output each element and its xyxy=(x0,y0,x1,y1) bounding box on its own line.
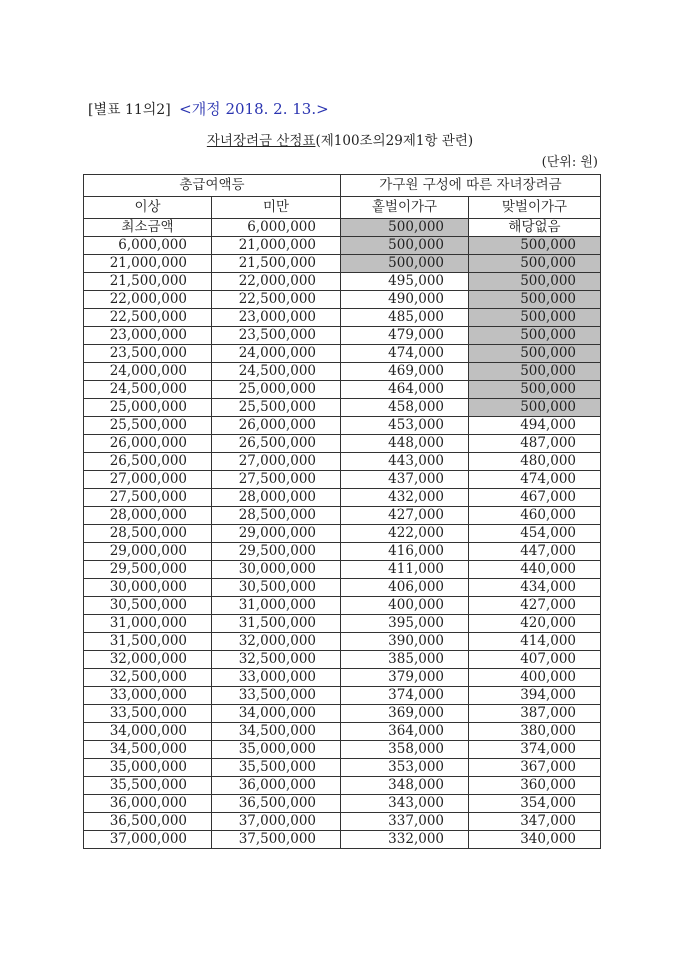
table-row xyxy=(84,273,601,291)
cell-single-income: 500,000 xyxy=(341,237,469,255)
cell-to: 24,000,000 xyxy=(212,345,341,363)
cell-dual-income: 400,000 xyxy=(469,669,601,687)
cell-dual-income: 414,000 xyxy=(469,633,601,651)
cell-dual-income: 440,000 xyxy=(469,561,601,579)
cell-to: 26,000,000 xyxy=(212,417,341,435)
cell-from: 26,500,000 xyxy=(84,453,212,471)
table-row xyxy=(84,525,601,543)
cell-to: 23,500,000 xyxy=(212,327,341,345)
cell-single-income: 390,000 xyxy=(341,633,469,651)
cell-dual-income: 500,000 xyxy=(469,381,601,399)
cell-dual-income: 500,000 xyxy=(469,255,601,273)
cell-from: 35,500,000 xyxy=(84,777,212,795)
annex-label: [별표 11의2] xyxy=(88,102,171,118)
cell-single-income: 400,000 xyxy=(341,597,469,615)
cell-dual-income: 434,000 xyxy=(469,579,601,597)
table-row xyxy=(84,813,601,831)
title-reference: (제100조의29제1항 관련) xyxy=(315,133,474,149)
cell-to: 33,000,000 xyxy=(212,669,341,687)
cell-from: 23,500,000 xyxy=(84,345,212,363)
cell-from: 28,000,000 xyxy=(84,507,212,525)
cell-to: 28,000,000 xyxy=(212,489,341,507)
cell-from: 31,500,000 xyxy=(84,633,212,651)
header-total-pay: 총급여액등 xyxy=(84,175,341,197)
annex-heading xyxy=(88,98,329,119)
table-row xyxy=(84,579,601,597)
table-row xyxy=(84,363,601,381)
cell-dual-income: 460,000 xyxy=(469,507,601,525)
cell-single-income: 337,000 xyxy=(341,813,469,831)
cell-to: 27,000,000 xyxy=(212,453,341,471)
cell-dual-income: 407,000 xyxy=(469,651,601,669)
cell-single-income: 500,000 xyxy=(341,219,469,237)
cell-to: 36,000,000 xyxy=(212,777,341,795)
cell-from: 27,500,000 xyxy=(84,489,212,507)
cell-dual-income: 해당없음 xyxy=(469,219,601,237)
cell-to: 24,500,000 xyxy=(212,363,341,381)
table-row xyxy=(84,327,601,345)
header-from: 이상 xyxy=(84,197,212,219)
cell-dual-income: 474,000 xyxy=(469,471,601,489)
cell-from: 28,500,000 xyxy=(84,525,212,543)
table-row xyxy=(84,543,601,561)
cell-to: 33,500,000 xyxy=(212,687,341,705)
cell-to: 32,000,000 xyxy=(212,633,341,651)
cell-to: 31,000,000 xyxy=(212,597,341,615)
table-row xyxy=(84,381,601,399)
table-row xyxy=(84,777,601,795)
cell-dual-income: 347,000 xyxy=(469,813,601,831)
cell-to: 25,500,000 xyxy=(212,399,341,417)
cell-from: 29,500,000 xyxy=(84,561,212,579)
cell-to: 29,000,000 xyxy=(212,525,341,543)
table-row xyxy=(84,669,601,687)
amendment-date: <개정 2018. 2. 13.> xyxy=(179,100,329,118)
cell-dual-income: 500,000 xyxy=(469,345,601,363)
cell-single-income: 427,000 xyxy=(341,507,469,525)
cell-from: 25,500,000 xyxy=(84,417,212,435)
cell-from: 34,500,000 xyxy=(84,741,212,759)
cell-dual-income: 494,000 xyxy=(469,417,601,435)
table-row xyxy=(84,417,601,435)
cell-to: 6,000,000 xyxy=(212,219,341,237)
table-row xyxy=(84,687,601,705)
cell-dual-income: 500,000 xyxy=(469,291,601,309)
table-row xyxy=(84,723,601,741)
cell-single-income: 411,000 xyxy=(341,561,469,579)
document-title xyxy=(0,129,680,149)
cell-dual-income: 380,000 xyxy=(469,723,601,741)
cell-dual-income: 454,000 xyxy=(469,525,601,543)
cell-single-income: 374,000 xyxy=(341,687,469,705)
table-row xyxy=(84,435,601,453)
table-row xyxy=(84,795,601,813)
cell-dual-income: 500,000 xyxy=(469,273,601,291)
cell-to: 36,500,000 xyxy=(212,795,341,813)
cell-from: 25,000,000 xyxy=(84,399,212,417)
cell-from: 37,000,000 xyxy=(84,831,212,849)
cell-single-income: 379,000 xyxy=(341,669,469,687)
cell-from: 30,500,000 xyxy=(84,597,212,615)
cell-from: 32,500,000 xyxy=(84,669,212,687)
table-row xyxy=(84,507,601,525)
cell-from: 32,000,000 xyxy=(84,651,212,669)
cell-to: 37,500,000 xyxy=(212,831,341,849)
cell-dual-income: 500,000 xyxy=(469,363,601,381)
cell-to: 37,000,000 xyxy=(212,813,341,831)
table-row xyxy=(84,219,601,237)
cell-from: 36,000,000 xyxy=(84,795,212,813)
cell-to: 34,500,000 xyxy=(212,723,341,741)
cell-dual-income: 480,000 xyxy=(469,453,601,471)
header-single-income: 홑벌이가구 xyxy=(341,197,469,219)
cell-to: 22,500,000 xyxy=(212,291,341,309)
table-row xyxy=(84,255,601,273)
cell-from: 22,000,000 xyxy=(84,291,212,309)
cell-single-income: 448,000 xyxy=(341,435,469,453)
cell-from: 36,500,000 xyxy=(84,813,212,831)
table-row xyxy=(84,345,601,363)
table-row xyxy=(84,759,601,777)
cell-to: 21,500,000 xyxy=(212,255,341,273)
cell-single-income: 395,000 xyxy=(341,615,469,633)
cell-single-income: 474,000 xyxy=(341,345,469,363)
table-row xyxy=(84,633,601,651)
cell-from: 23,000,000 xyxy=(84,327,212,345)
cell-to: 23,000,000 xyxy=(212,309,341,327)
table-row xyxy=(84,237,601,255)
table-row xyxy=(84,705,601,723)
cell-single-income: 479,000 xyxy=(341,327,469,345)
cell-single-income: 485,000 xyxy=(341,309,469,327)
cell-single-income: 437,000 xyxy=(341,471,469,489)
cell-single-income: 406,000 xyxy=(341,579,469,597)
cell-from: 35,000,000 xyxy=(84,759,212,777)
cell-dual-income: 420,000 xyxy=(469,615,601,633)
cell-from: 31,000,000 xyxy=(84,615,212,633)
cell-to: 27,500,000 xyxy=(212,471,341,489)
cell-single-income: 469,000 xyxy=(341,363,469,381)
cell-to: 29,500,000 xyxy=(212,543,341,561)
header-dual-income: 맞벌이가구 xyxy=(469,197,601,219)
cell-dual-income: 500,000 xyxy=(469,327,601,345)
table-row xyxy=(84,831,601,849)
allowance-table xyxy=(83,174,601,849)
header-to: 미만 xyxy=(212,197,341,219)
group-header-row xyxy=(84,175,601,197)
cell-single-income: 490,000 xyxy=(341,291,469,309)
cell-single-income: 432,000 xyxy=(341,489,469,507)
cell-single-income: 385,000 xyxy=(341,651,469,669)
cell-dual-income: 367,000 xyxy=(469,759,601,777)
cell-dual-income: 500,000 xyxy=(469,399,601,417)
table-row xyxy=(84,597,601,615)
cell-dual-income: 487,000 xyxy=(469,435,601,453)
cell-single-income: 348,000 xyxy=(341,777,469,795)
cell-dual-income: 500,000 xyxy=(469,237,601,255)
cell-from: 21,000,000 xyxy=(84,255,212,273)
cell-single-income: 443,000 xyxy=(341,453,469,471)
table-row xyxy=(84,471,601,489)
cell-dual-income: 394,000 xyxy=(469,687,601,705)
title-main: 자녀장려금 산정표 xyxy=(206,133,316,149)
cell-single-income: 422,000 xyxy=(341,525,469,543)
cell-to: 32,500,000 xyxy=(212,651,341,669)
unit-label: (단위: 원) xyxy=(541,155,598,170)
cell-to: 35,500,000 xyxy=(212,759,341,777)
cell-from: 26,000,000 xyxy=(84,435,212,453)
cell-from: 33,000,000 xyxy=(84,687,212,705)
cell-from: 21,500,000 xyxy=(84,273,212,291)
cell-single-income: 364,000 xyxy=(341,723,469,741)
cell-dual-income: 354,000 xyxy=(469,795,601,813)
cell-dual-income: 360,000 xyxy=(469,777,601,795)
cell-single-income: 495,000 xyxy=(341,273,469,291)
cell-single-income: 458,000 xyxy=(341,399,469,417)
cell-to: 34,000,000 xyxy=(212,705,341,723)
cell-dual-income: 447,000 xyxy=(469,543,601,561)
cell-from: 24,000,000 xyxy=(84,363,212,381)
table-body xyxy=(84,219,601,849)
cell-from: 33,500,000 xyxy=(84,705,212,723)
cell-to: 30,500,000 xyxy=(212,579,341,597)
cell-single-income: 353,000 xyxy=(341,759,469,777)
table-row xyxy=(84,291,601,309)
cell-dual-income: 467,000 xyxy=(469,489,601,507)
cell-from: 30,000,000 xyxy=(84,579,212,597)
cell-to: 30,000,000 xyxy=(212,561,341,579)
cell-single-income: 343,000 xyxy=(341,795,469,813)
cell-dual-income: 427,000 xyxy=(469,597,601,615)
cell-from: 27,000,000 xyxy=(84,471,212,489)
cell-to: 28,500,000 xyxy=(212,507,341,525)
table-row xyxy=(84,399,601,417)
cell-from: 34,000,000 xyxy=(84,723,212,741)
table-row xyxy=(84,741,601,759)
cell-from: 22,500,000 xyxy=(84,309,212,327)
table-row xyxy=(84,309,601,327)
cell-to: 25,000,000 xyxy=(212,381,341,399)
cell-from: 24,500,000 xyxy=(84,381,212,399)
table-row xyxy=(84,453,601,471)
cell-single-income: 500,000 xyxy=(341,255,469,273)
cell-dual-income: 340,000 xyxy=(469,831,601,849)
column-header-row xyxy=(84,197,601,219)
cell-single-income: 464,000 xyxy=(341,381,469,399)
cell-single-income: 332,000 xyxy=(341,831,469,849)
table-row xyxy=(84,561,601,579)
cell-from: 6,000,000 xyxy=(84,237,212,255)
cell-dual-income: 500,000 xyxy=(469,309,601,327)
cell-dual-income: 374,000 xyxy=(469,741,601,759)
cell-to: 26,500,000 xyxy=(212,435,341,453)
cell-from: 최소금액 xyxy=(84,219,212,237)
header-allowance: 가구원 구성에 따른 자녀장려금 xyxy=(341,175,601,197)
cell-to: 31,500,000 xyxy=(212,615,341,633)
table-row xyxy=(84,615,601,633)
table-row xyxy=(84,489,601,507)
cell-from: 29,000,000 xyxy=(84,543,212,561)
cell-to: 21,000,000 xyxy=(212,237,341,255)
cell-single-income: 453,000 xyxy=(341,417,469,435)
cell-single-income: 369,000 xyxy=(341,705,469,723)
cell-dual-income: 387,000 xyxy=(469,705,601,723)
cell-to: 22,000,000 xyxy=(212,273,341,291)
table-row xyxy=(84,651,601,669)
cell-to: 35,000,000 xyxy=(212,741,341,759)
cell-single-income: 358,000 xyxy=(341,741,469,759)
cell-single-income: 416,000 xyxy=(341,543,469,561)
